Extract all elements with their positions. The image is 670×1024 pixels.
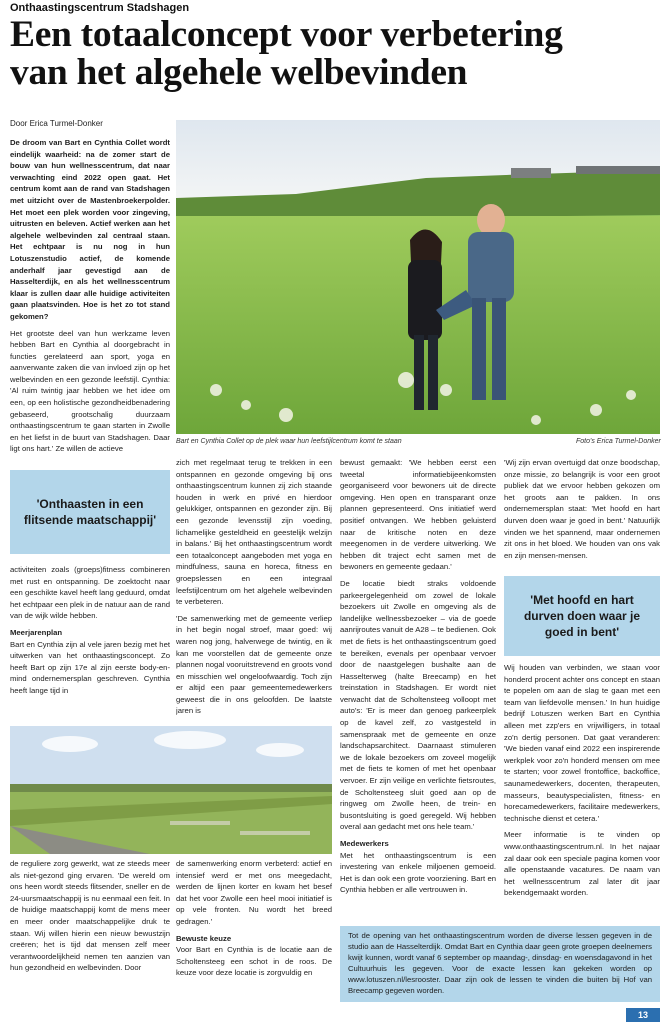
- subheading-bewuste-keuze: Bewuste keuze: [176, 933, 232, 943]
- column-3: [340, 457, 496, 919]
- headline-line-2: van het algehele welbevinden: [10, 52, 468, 93]
- info-box: [340, 926, 660, 1002]
- paragraph: Voor Bart en Cynthia is de locatie aan de Scholtensteeg een schot in de roos. De keuze voor deze locatie is zorgvuldig en: [176, 945, 332, 978]
- main-photo: [176, 120, 660, 434]
- paragraph: Het grootste deel van hun werkzame leven hebben Bart en Cynthia al doorgebracht in functies gerelateerd aan sport, yoga en aanverwante zaken die van invloed zijn op het welbevinden en een gezonde leefstijl. Cynthia: 'Al ruim twintig jaar hebben we het idee om een, op een holistische gezondheidbenadering gebaseerd, grootschalig duurzaam onthaastingscentrum te gaan starten in Zwolle en het liefst in de buurt van Stadshagen. Daar ligt ons hart.' Ze willen de actieve: [10, 328, 170, 454]
- section-kicker: Onthaastingscentrum Stadshagen: [10, 2, 190, 14]
- headline-line-1: Een totaalconcept voor verbetering: [10, 14, 563, 55]
- photo-caption: Bart en Cynthia Collet op de plek waar hun leefstijlcentrum komt te staan: [176, 438, 402, 445]
- couple-in-field-image: [176, 120, 660, 434]
- paragraph: De locatie biedt straks voldoende parkeergelegenheid om zowel de lokale bezoekers uit Zwolle en omgeving als de landelijke wellnessbezoeker – via de goede aanrijroutes vanuit de A28 – te bedienen. Ook met de fiets is het onthaastingscentrum goed te bereiken, evenals per openbaar vervoer door de naastgelegen bushalte aan de Hasselterweg (halte Breecamp) en het treinstation in Stadshagen. Er wordt niet verwacht dat de Scholtensteeg volloopt met auto's: 'Er is meer dan genoeg parkeerplek op de kavel zelf, zo vastgesteld in samenspraak met de gemeente en onze landschapsarchitect. Daarnaast stimuleren we de lokale bezoekers om zoveel mogelijk met de fiets te komen of met het openbaar vervoer. Er zijn veilige en verlichte fietsroutes, de Scholtensteeg sluit goed aan op de ringweg om Zwolle heen, de trein- en busontsluiting is goed geregeld. Wij hebben overal aan gedacht met ons hele team.': [340, 578, 496, 832]
- photo-credit: Foto's Erica Turmel-Donker: [576, 438, 661, 445]
- column-2-top: [176, 457, 332, 723]
- paragraph: de samenwerking enorm verbeterd: actief en intensief werd er met ons meegedacht, werden de lijnen korter en kwam het besef dat het voor Zwolle een heel mooi initiatief is op vele fronten. Nu wordt het breed gedragen.': [176, 859, 332, 926]
- paragraph: activiteiten zoals (groeps)fitness combineren met rust en ontspanning. De zoektocht naar een geschikte kavel heeft lang geduurd, omdat het echtpaar een plek in de natuur aan de rand van de wijk wilde hebben.: [10, 565, 170, 621]
- paragraph: 'De samenwerking met de gemeente verliep in het begin nogal stroef, maar goed: wij waren nog jong, halverwege de twintig, en ik kan me voorstellen dat de gemeente onze plannen nogal vooruitstrevend en groots vond en misschien wel ongeloofwaardig. Toch zijn er altijd een paar gemeentemedewerkers geweest die in ons geloofden. De laatste jaren is: [176, 613, 332, 716]
- pull-quote-1: [10, 470, 170, 554]
- subheading-medewerkers: Medewerkers: [340, 839, 389, 848]
- column-2-bottom: [176, 858, 332, 1018]
- polder-landscape-image: [10, 726, 332, 854]
- column-1-middle: [10, 564, 170, 722]
- pull-quote-2: [504, 576, 660, 656]
- pull-quote-text: 'Onthaasten in een flitsende maatschappij': [23, 497, 157, 527]
- column-1-top: [10, 137, 170, 463]
- paragraph: zich met regelmaat terug te trekken in een ontspannen en gezonde omgeving bij ons onthaastingscentrum kunnen zij zich staande houden in werk en privé en hierdoor gelukkiger, ontspannen en gezonder zijn. Bij een gezonde levensstijl zijn voeding, lichamelijke gesteldheid en geestelijk welzijn in balans.' Bij het onthaastingscentrum wordt een totaalconcept aangeboden met yoga en mindfulness, sauna en horeca, fitness en groepslessen en een integraal leefstijlcentrum om het algehele welbevinden te verbeteren.: [176, 458, 332, 607]
- paragraph: de reguliere zorg gewerkt, wat ze steeds meer als niet-gezond ging ervaren. 'De wereld om ons heen wordt steeds flitsender, sneller en de 24-uursmaatschappij is nu eenmaal een feit. In de huidige maatschappij komt de mens meer en meer onder maatschappelijke druk te staan. Wij willen hierin een nieuw bewustzijn creëren; het is tijd dat mensen zelf meer verantwoordelijkheid nemen ten aanzien van hun gezondheid en welbevinden. Door: [10, 859, 170, 973]
- paragraph: 'Wij zijn ervan overtuigd dat onze boodschap, onze missie, zo belangrijk is voor een groot publiek dat we ervoor hebben gekozen om het groots aan te pakken. In ons ondernemersplan staat: 'Met hoofd en hart durven doen waar je goed in bent.' Natuurlijk vinden we het spannend, maar ondernemen zit ons in het bloed. We houden van ons vak en zijn mensen-mensen.: [504, 458, 660, 560]
- page-number: 13: [626, 1008, 660, 1022]
- polder-photo: [10, 726, 332, 854]
- subheading-meerjarenplan: Meerjarenplan: [10, 627, 63, 637]
- paragraph: Bart en Cynthia zijn al vele jaren bezig met het uitwerken van het onthaastingsconcept. Zo heeft Bart op zijn 17e al zijn eerste body-en-mind ondernemersplan geschreven. Cynthia heeft lange tijd in: [10, 639, 170, 695]
- byline: Door Erica Turmel-Donker: [10, 119, 103, 128]
- lead-paragraph: De droom van Bart en Cynthia Collet wordt eindelijk waarheid: na de zomer start de bouw van hun wellnesscentrum, dat naar verwachting eind 2022 open gaat. Het centrum komt aan de rand van Stadshagen met uitzicht over de Mastenbroekerpolder. Het moet een plek worden voor zingeving, uitrusten en beleven. Actief werken aan het algehele welbevinden zal centraal staan. Het echtpaar is nu nog in hun Lotuszenstudio actief, de komende anderhalf jaar gevestigd aan de Hasselterdijk, en als het wellnesscentrum klaar is zullen daar alle huidige activiteiten gaan plaatsvinden. Hoe is het zo tot stand gekomen?: [10, 138, 170, 321]
- column-4-top: [504, 457, 660, 571]
- headline: [10, 16, 662, 92]
- column-1-bottom: [10, 858, 170, 1018]
- paragraph: Met het onthaastingscentrum is een investering van enkele miljoenen gemoeid. Het is dan ook een grote voorziening. Bart en Cynthia hebben er alle vertrouwen in.: [340, 850, 496, 895]
- paragraph: bewust gemaakt: 'We hebben eerst een tweetal informatiebijeenkomsten georganiseerd voor bewoners uit de directe omgeving. Hen open en transparant onze plannen gepresenteerd. Ons initiatief werd positief ontvangen. We hebben geluisterd naar de kritische noten en deze meegenomen in de verdere uitwerking. We hebben dit traject echt samen met de bewoners en gemeente gedaan.': [340, 458, 496, 572]
- column-4-bottom: [504, 662, 660, 920]
- info-box-text: Tot de opening van het onthaastingscentrum worden de diverse lessen gegeven in de studio aan de Hasselterdijk. Omdat Bart en Cynthia daar geen grote groepen deelnemers kwijt kunnen, wordt vanaf 6 september op maandag-, dinsdag- en woensdagavond in het Cultuurhuis les gegeven. Voor de exacte lessen kan gekeken worden op www.lotuszen.nl/lesrooster. Daar zijn ook de lessen te vinden die buiten bij Hof van Breecamp gegeven worden.: [348, 931, 652, 995]
- pull-quote-text: 'Met hoofd en hart durven doen waar je goed in bent': [523, 593, 641, 639]
- paragraph: Meer informatie is te vinden op www.onthaastingscentrum.nl. In het najaar zal daar ook een speciale pagina komen voor alle openstaande vacatures. De naam van het wellnesscentrum zal later dit jaar bekendgemaakt worden.: [504, 830, 660, 898]
- paragraph: Wij houden van verbinden, we staan voor honderd procent achter ons concept en staan te popelen om aan de slag te gaan met een team van liefdevolle mensen.' In hun huidige bedrijf Lotuszen werken Bart en Cynthia alleen met zzp'ers en vrijwilligers, in totaal zo'n dertig personen. Dat gaat veranderen: 'We bieden vanaf eind 2022 een inspirerende werkplek voor zo'n honderd mensen om mee te starten; voor zowel frontoffice, backoffice, saunamedewerkers, docenten, therapeuten, masseurs, beautyspecialisten, fitness- en horecamedewerkers, facilitaire medewerkers, technische dienst et cetera.': [504, 663, 660, 823]
